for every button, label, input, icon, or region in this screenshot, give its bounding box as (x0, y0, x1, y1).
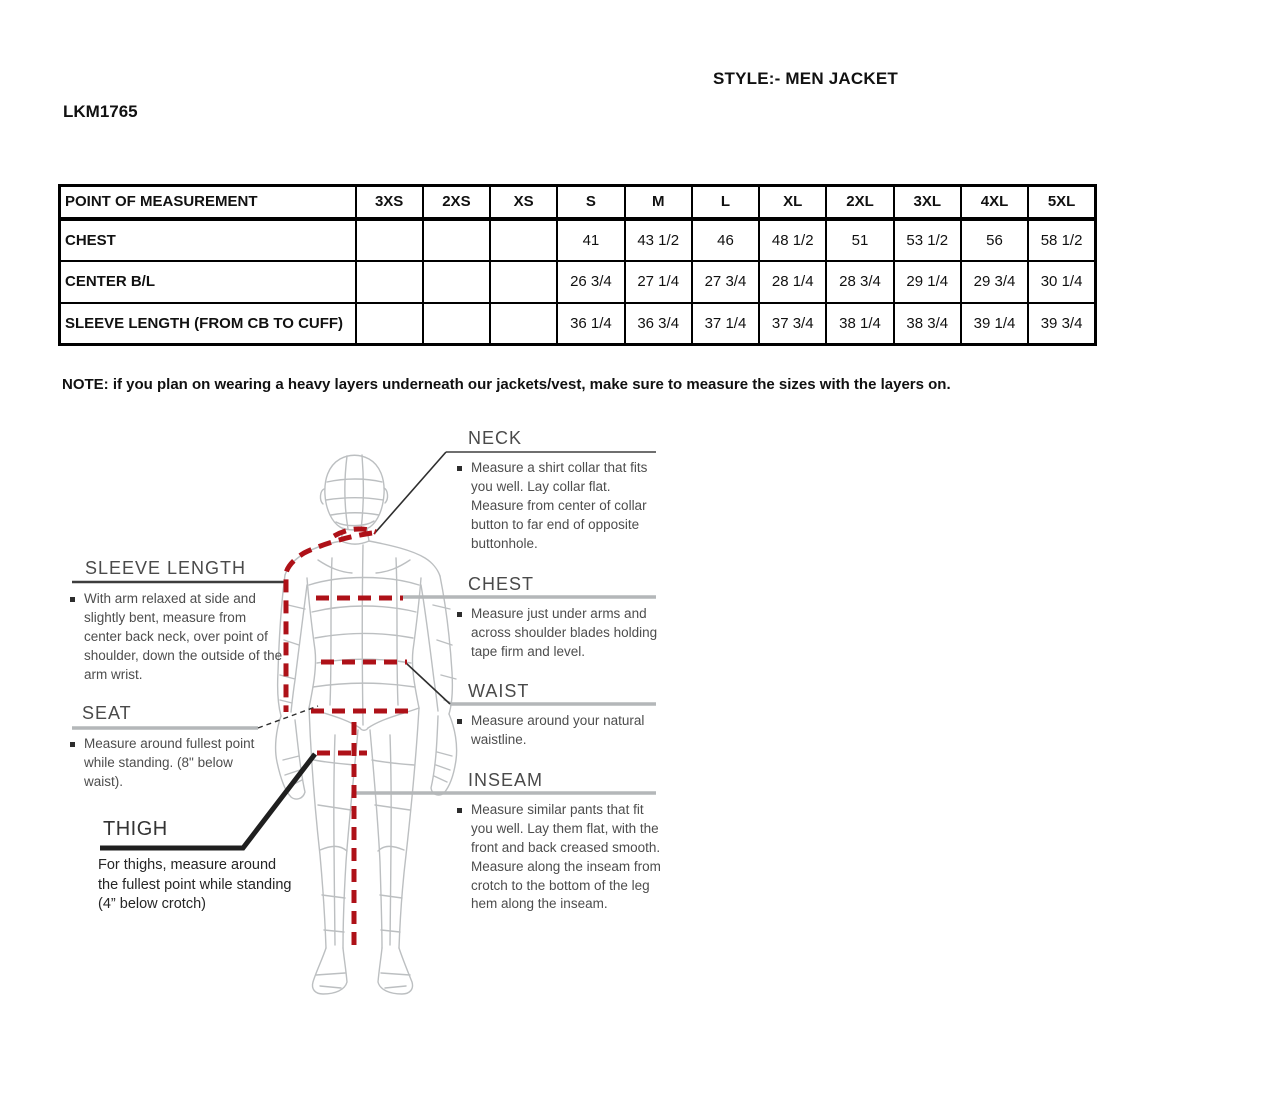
cell: 28 3/4 (826, 261, 893, 303)
bullet-square-icon (457, 612, 462, 617)
bullet-square-icon (70, 597, 75, 602)
seat-description: Measure around fullest point while standing. (8" below waist). (84, 736, 255, 789)
bullet-square-icon (70, 742, 75, 747)
col-xl: XL (759, 186, 826, 219)
bullet-square-icon (457, 808, 462, 813)
cell: 27 1/4 (625, 261, 692, 303)
sleeve-length-description: With arm relaxed at side and slightly bent, measure from center back neck, over point of shoulder, down the outside of the arm wrist. (84, 591, 283, 682)
waist-description: Measure around your natural waistline. (471, 713, 645, 747)
cell: 28 1/4 (759, 261, 826, 303)
inseam-description: Measure similar pants that fit you well. Lay them flat, with the front and back creased smooth. Measure along the inseam from crotch to the bottom of the leg hem along the inseam. (471, 802, 661, 912)
style-code: LKM1765 (63, 102, 138, 121)
col-2xs: 2XS (423, 186, 490, 219)
bullet-square-icon (457, 466, 462, 471)
cell: 36 3/4 (625, 303, 692, 345)
neck-section-text (457, 459, 662, 553)
bullet-square-icon (457, 719, 462, 724)
cell: 38 3/4 (894, 303, 961, 345)
neck-section-label: NECK (468, 428, 523, 448)
cell: 38 1/4 (826, 303, 893, 345)
neck-description: Measure a shirt collar that fits you well. Lay collar flat. Measure from center of collar button to far end of opposite buttonhole. (471, 460, 648, 551)
seat-section-label: SEAT (82, 703, 132, 723)
col-m: M (625, 186, 692, 219)
sleeve-length-section-text (70, 590, 285, 684)
inseam-section-label: INSEAM (468, 770, 544, 790)
col-3xs: 3XS (356, 186, 423, 219)
col-5xl: 5XL (1028, 186, 1095, 219)
thigh-description: For thighs, measure around the fullest point while standing (4” below crotch) (98, 857, 292, 913)
cell: 39 1/4 (961, 303, 1028, 345)
cell: 39 3/4 (1028, 303, 1095, 345)
waist-section-label: WAIST (468, 681, 530, 701)
measurement-lines (286, 529, 412, 952)
col-xs: XS (490, 186, 557, 219)
chest-description: Measure just under arms and across shoulder blades holding tape firm and level. (471, 606, 658, 659)
waist-section-text (457, 712, 662, 750)
thigh-section-text (98, 856, 293, 915)
chest-section-text (457, 605, 667, 662)
chest-section-label: CHEST (468, 574, 535, 594)
cell: 37 3/4 (759, 303, 826, 345)
cell: 29 1/4 (894, 261, 961, 303)
note-text: NOTE: if you plan on wearing a heavy layers underneath our jackets/vest, make sure to measure the sizes with the layers on. (62, 376, 951, 393)
row-label: CENTER B/L (60, 261, 356, 303)
cell: 29 3/4 (961, 261, 1028, 303)
row-label: CHEST (60, 219, 356, 261)
col-3xl: 3XL (894, 186, 961, 219)
col-point-of-measurement: POINT OF MEASUREMENT (60, 186, 356, 219)
cell: 51 (826, 219, 893, 261)
cell: 41 (557, 219, 624, 261)
col-s: S (557, 186, 624, 219)
thigh-section-label: THIGH (103, 818, 168, 840)
col-2xl: 2XL (826, 186, 893, 219)
col-4xl: 4XL (961, 186, 1028, 219)
cell: 43 1/2 (625, 219, 692, 261)
waist-leader-line (406, 663, 450, 704)
row-label: SLEEVE LENGTH (FROM CB TO CUFF) (60, 303, 356, 345)
cell: 46 (692, 219, 759, 261)
cell: 56 (961, 219, 1028, 261)
cell: 37 1/4 (692, 303, 759, 345)
sleeve-length-section-label: SLEEVE LENGTH (85, 558, 247, 578)
cell: 58 1/2 (1028, 219, 1095, 261)
neck-leader-line (374, 452, 446, 534)
cell: 53 1/2 (894, 219, 961, 261)
inseam-section-text (457, 801, 662, 914)
cell: 36 1/4 (557, 303, 624, 345)
col-l: L (692, 186, 759, 219)
cell: 30 1/4 (1028, 261, 1095, 303)
cell: 27 3/4 (692, 261, 759, 303)
seat-section-text (70, 735, 275, 792)
page-title: STYLE:- MEN JACKET (713, 69, 898, 88)
cell: 26 3/4 (557, 261, 624, 303)
cell: 48 1/2 (759, 219, 826, 261)
